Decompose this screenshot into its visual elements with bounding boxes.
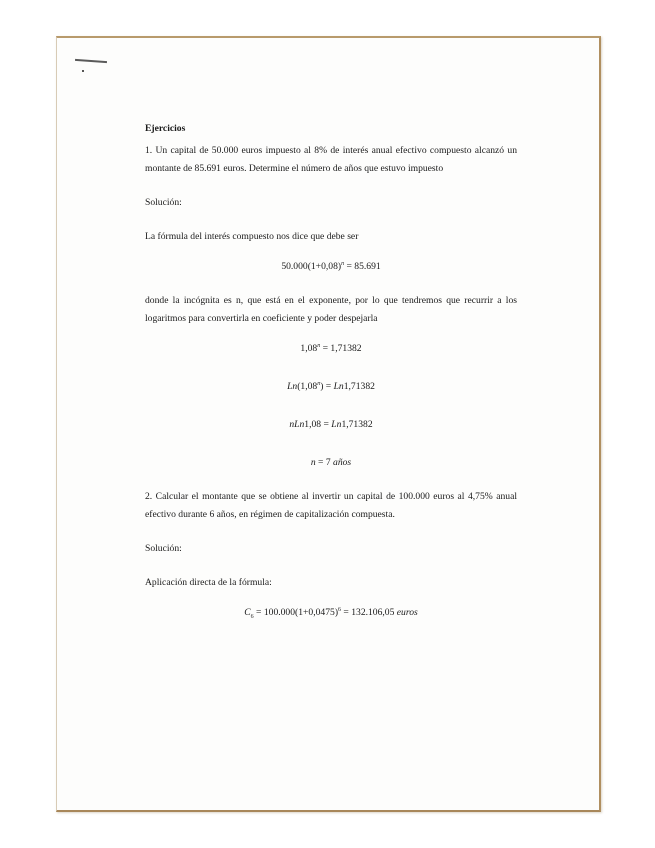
step2-exp: n — [317, 380, 321, 387]
scanned-page — [56, 36, 601, 812]
exercise-1-intro: La fórmula del interés compuesto nos dice que debe ser — [145, 231, 359, 242]
formula-left: 50.000(1+0,08) — [281, 261, 342, 272]
formula-compound-interest — [145, 258, 517, 276]
section-heading: Ejercicios — [145, 123, 186, 134]
staple-mark — [75, 59, 107, 63]
result-eq: = 7 — [315, 457, 334, 468]
step3-n: n — [289, 419, 295, 430]
formula-step-3 — [145, 416, 517, 434]
exercise-1-explanation: donde la incógnita es n, que está en el exponente, por lo que tendremos que recurrir a los logaritmos para convertirla en coeficiente y poder despejarla — [145, 295, 517, 324]
result-n: n — [310, 457, 316, 468]
step3-rest: 1,71382 — [341, 419, 373, 430]
staple-dot — [82, 70, 84, 72]
step2-mid: (1,08 — [297, 381, 318, 392]
step2-ln1: Ln — [287, 381, 298, 392]
result-unit: años — [333, 457, 352, 468]
step3-ln2: Ln — [331, 419, 342, 430]
ex2-unit: euros — [396, 607, 418, 618]
page-content — [145, 120, 517, 622]
ex2-sub: 6 — [250, 613, 254, 620]
exercise-2-solution-label: Solución: — [145, 543, 182, 554]
step2-rest: 1,71382 — [343, 381, 375, 392]
formula-step-2 — [145, 378, 517, 396]
exercise-1-solution-label: Solución: — [145, 197, 182, 208]
step1-base: 1,08 — [300, 343, 318, 354]
step2-ln2: Ln — [333, 381, 344, 392]
ex2-eq: = 132.106,05 — [341, 607, 397, 618]
step2-close: ) = — [320, 381, 334, 392]
formula-exercise-2 — [145, 604, 517, 622]
formula-step-1 — [145, 340, 517, 358]
ex2-mid: = 100.000(1+0,0475) — [253, 607, 339, 618]
ex2-exp: 6 — [338, 606, 342, 613]
exercise-1-statement: 1. Un capital de 50.000 euros impuesto al 8% de interés anual efectivo compuesto alcanzó un montante de 85.691 euros. Determine el número de años que estuvo impuesto — [145, 145, 517, 174]
step3-ln1: Ln — [294, 419, 305, 430]
step1-exp: n — [317, 342, 321, 349]
formula-right: = 85.691 — [344, 261, 381, 272]
exercise-2-statement: 2. Calcular el montante que se obtiene al invertir un capital de 100.000 euros al 4,75% anual efectivo durante 6 años, en régimen de capitalización compuesta. — [145, 491, 517, 520]
step3-mid: 1,08 = — [304, 419, 332, 430]
formula-exponent: n — [341, 260, 345, 267]
ex2-c: C — [244, 607, 251, 618]
exercise-2-intro: Aplicación directa de la fórmula: — [145, 577, 272, 588]
step1-rest: = 1,71382 — [320, 343, 362, 354]
formula-result — [145, 454, 517, 472]
